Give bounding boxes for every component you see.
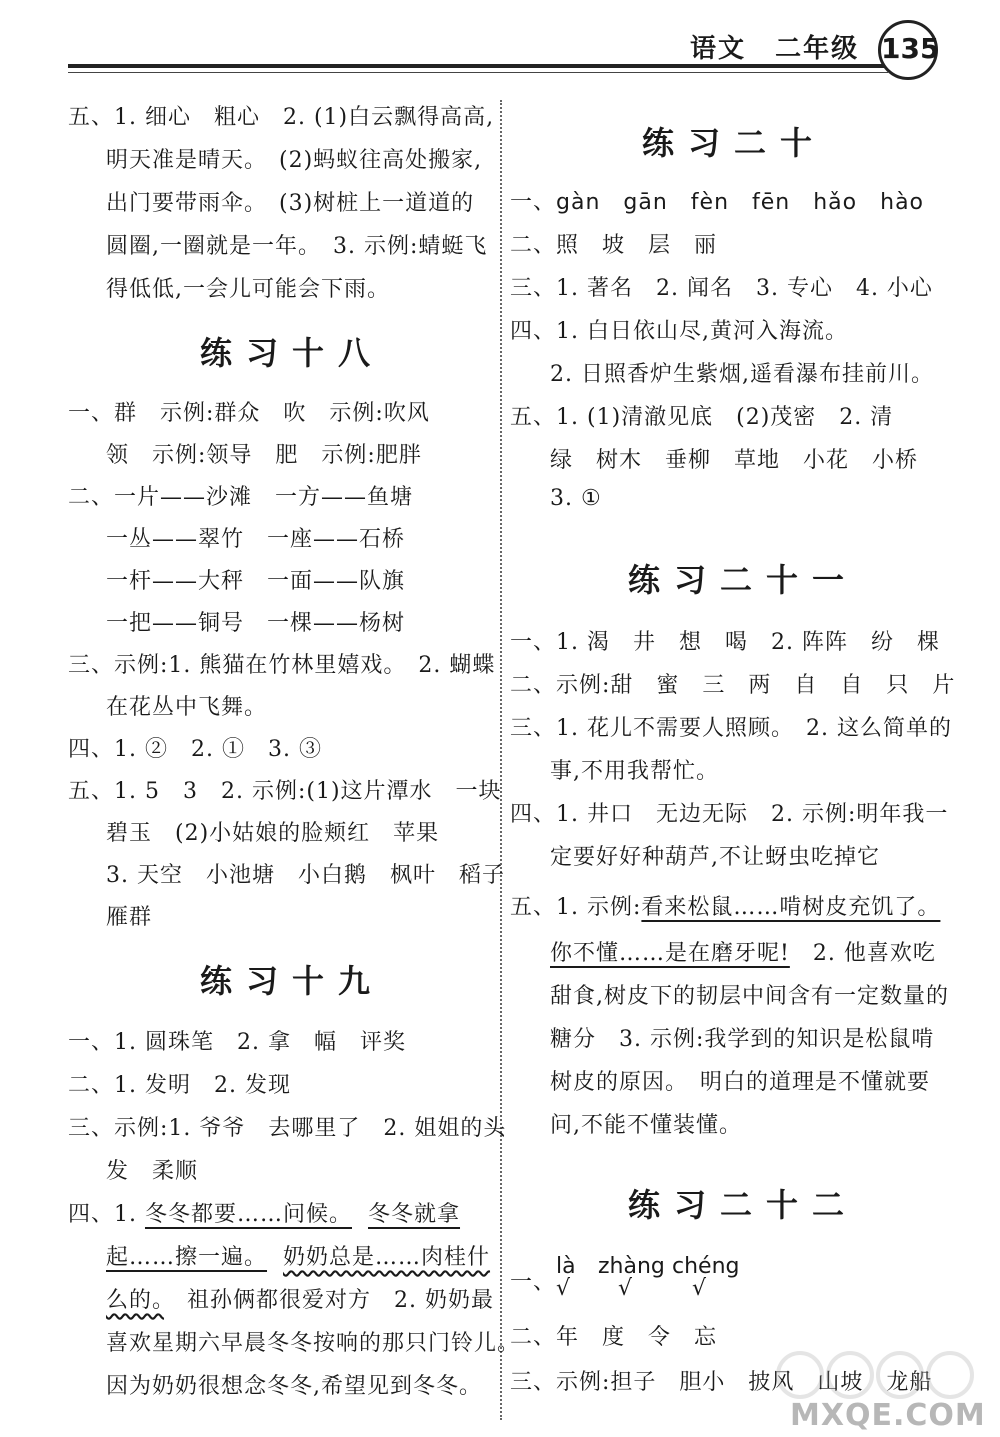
grade-label: 二年级 (775, 34, 860, 64)
answer-line: 三、示例:1. 熊猫在竹林里嬉戏。 2. 蝴蝶 (68, 653, 496, 678)
section-title-ex21: 练习二十一 (628, 561, 859, 599)
pinyin-zhang: zhàng (598, 1254, 665, 1279)
answer-line (68, 1197, 460, 1228)
underlined-text: 你不懂……是在磨牙呢! (550, 941, 790, 966)
answer-line: 四、1. 井口 无边无际 2. 示例:明年我一 (510, 802, 949, 827)
header-title (690, 28, 877, 65)
answer-line: 二、照 坡 层 丽 (510, 233, 718, 258)
answer-line: 五、1. 细心 粗心 2. (1)白云飘得高高, (68, 105, 495, 130)
answer-line: 二、一片——沙滩 一方——鱼塘 (68, 485, 414, 510)
answer-line: 领 示例:领导 肥 示例:肥胖 (106, 443, 422, 468)
page-header (0, 0, 1000, 90)
answer-line (106, 1240, 490, 1271)
answer-line: 得低低,一会儿可能会下雨。 (106, 277, 390, 302)
answer-line (550, 936, 936, 967)
answer-line: 3. ① (550, 486, 602, 511)
section-title-ex19: 练习十九 (200, 962, 385, 1000)
answer-line: 树皮的原因。 明白的道理是不懂就要 (550, 1070, 931, 1095)
answer-line: 一杆——大秤 一面——队旗 (106, 569, 406, 594)
section-title-ex22: 练习二十二 (628, 1186, 859, 1224)
answer-line: 五、1. 5 3 2. 示例:(1)这片潭水 一块 (68, 779, 502, 804)
answer-line: 一、1. 圆珠笔 2. 拿 幅 评奖 (68, 1030, 406, 1055)
answer-line (510, 185, 924, 216)
answer-line: 三、1. 著名 2. 闻名 3. 专心 4. 小心 (510, 276, 933, 301)
header-rule (68, 64, 888, 68)
answer-line: 在花丛中飞舞。 (106, 695, 268, 720)
column-divider (500, 100, 502, 1420)
answer-line: 定要好好种葫芦,不让蚜虫吃掉它 (550, 845, 880, 870)
answer-line: 雁群 (106, 905, 153, 930)
line-prefix: 一、 (510, 190, 557, 215)
pinyin-text: gàn gān fèn fēn hǎo hào (556, 190, 925, 215)
answer-line: 甜食,树皮下的韧层中间含有一定数量的 (550, 984, 949, 1009)
answer-line: 2. 日照香炉生紫烟,遥看瀑布挂前川。 (550, 362, 934, 387)
answer-line: 五、1. (1)清澈见底 (2)茂密 2. 清 (510, 405, 894, 430)
answer-line: 一、群 示例:群众 吹 示例:吹风 (68, 401, 430, 426)
check-mark-icon: √ (692, 1276, 707, 1301)
answer-line: 一、1. 渴 井 想 喝 2. 阵阵 纷 棵 (510, 630, 940, 655)
pinyin-cheng: chéng (672, 1254, 740, 1279)
check-mark-icon: √ (556, 1276, 571, 1301)
answer-line: 二、年 度 令 忘 (510, 1325, 718, 1350)
answer-line: 事,不用我帮忙。 (550, 759, 719, 784)
answer-line: 喜欢星期六早晨冬冬按响的那只门铃儿。 (106, 1331, 521, 1356)
page-number: 135 (878, 20, 938, 80)
answer-line: 圆圈,一圈就是一年。 3. 示例:蜻蜓飞 (106, 234, 488, 259)
answer-line: 三、示例:担子 胆小 披风 山坡 龙船 (510, 1370, 933, 1395)
answer-line: 出门要带雨伞。 (3)树桩上一道道的 (106, 191, 475, 216)
answer-line: 发 柔顺 (106, 1159, 199, 1184)
answer-text: 祖孙俩都很爱对方 2. 奶奶最 (164, 1288, 494, 1313)
answer-line: 二、1. 发明 2. 发现 (68, 1073, 291, 1098)
answer-line: 一丛——翠竹 一座——石桥 (106, 527, 406, 552)
answer-line: 四、1. ② 2. ① 3. ③ (68, 737, 322, 762)
answer-line: 因为奶奶很想念冬冬,希望见到冬冬。 (106, 1374, 482, 1399)
section-title-ex20: 练习二十 (642, 124, 827, 162)
answer-line: 绿 树木 垂柳 草地 小花 小桥 (550, 448, 919, 473)
pinyin-la: là (556, 1254, 576, 1279)
underlined-text: 冬冬就拿 (368, 1202, 461, 1227)
underlined-text: 冬冬都要……问候。 (144, 1202, 352, 1227)
answer-line: 糖分 3. 示例:我学到的知识是松鼠啃 (550, 1027, 935, 1052)
wavy-underlined-text: 奶奶总是……肉桂什 (283, 1245, 491, 1270)
answer-line: 明天准是晴天。 (2)蚂蚁往高处搬家, (106, 148, 483, 173)
underlined-text: 起……擦一遍。 (106, 1245, 268, 1270)
check-mark-icon: √ (618, 1276, 633, 1301)
answer-text: 2. 他喜欢吃 (789, 941, 936, 966)
subject-label: 语文 (690, 34, 747, 64)
watermark-text: MXQE.COM (790, 1398, 986, 1433)
section-title-ex18: 练习十八 (200, 334, 385, 372)
answer-line: 3. 天空 小池塘 小白鹅 枫叶 稻子 (106, 863, 505, 888)
wavy-underlined-text: 么的。 (106, 1288, 165, 1313)
answer-line (510, 890, 940, 921)
answer-line: 问,不能不懂装懂。 (550, 1113, 742, 1138)
line-prefix: 一、 (510, 1270, 557, 1295)
answer-line: 三、1. 花儿不需要人照顾。 2. 这么简单的 (510, 716, 952, 741)
underlined-text: 看来松鼠……啃树皮充饥了。 (641, 895, 941, 920)
answer-line: 二、示例:甜 蜜 三 两 自 自 只 片 (510, 673, 956, 698)
answer-line (510, 1265, 556, 1296)
header-rule-thin (68, 72, 888, 73)
answer-line: 碧玉 (2)小姑娘的脸颊红 苹果 (106, 821, 440, 846)
answer-line: 三、示例:1. 爷爷 去哪里了 2. 姐姐的头 (68, 1116, 507, 1141)
answer-line: 一把——铜号 一棵——杨树 (106, 611, 406, 636)
answer-line: 四、1. 白日依山尽,黄河入海流。 (510, 319, 848, 344)
line-prefix: 五、1. 示例: (510, 895, 642, 920)
line-prefix: 四、1. (68, 1202, 145, 1227)
answer-line (106, 1283, 494, 1314)
